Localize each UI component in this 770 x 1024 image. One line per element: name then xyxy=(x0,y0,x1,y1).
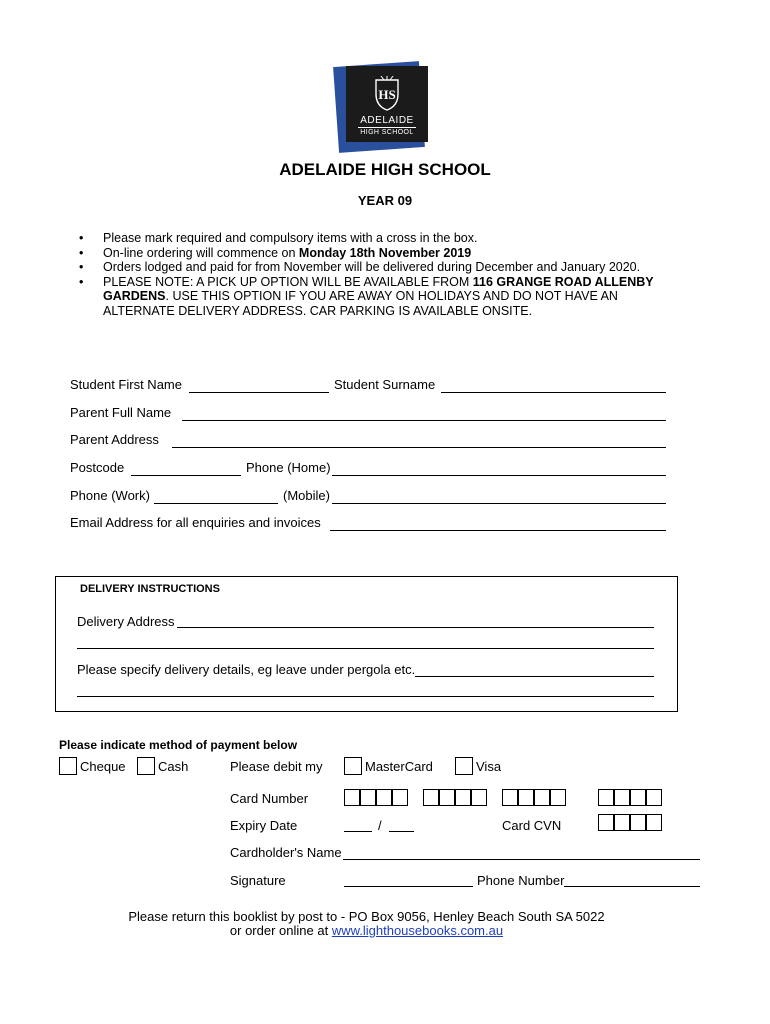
cardholder-label: Cardholder's Name xyxy=(230,845,342,860)
student-first-name-label: Student First Name xyxy=(70,377,182,392)
card-number-digit[interactable] xyxy=(392,789,408,806)
card-number-digit[interactable] xyxy=(455,789,471,806)
website-link[interactable]: www.lighthousebooks.com.au xyxy=(331,923,504,938)
card-number-digit[interactable] xyxy=(598,789,614,806)
cvn-digit[interactable] xyxy=(646,814,662,831)
delivery-details-label: Please specify delivery details, eg leave under pergola etc. xyxy=(77,662,416,677)
expiry-label: Expiry Date xyxy=(230,818,298,833)
parent-name-field[interactable] xyxy=(182,420,666,421)
card-number-digit[interactable] xyxy=(534,789,550,806)
delivery-details-field-2[interactable] xyxy=(77,696,654,697)
student-surname-label: Student Surname xyxy=(334,377,436,392)
signature-field[interactable] xyxy=(344,886,473,887)
delivery-address-field-2[interactable] xyxy=(77,648,654,649)
card-number-digit[interactable] xyxy=(471,789,487,806)
cash-label: Cash xyxy=(158,759,189,774)
phone-work-label: Phone (Work) xyxy=(70,488,150,503)
email-label: Email Address for all enquiries and invoices xyxy=(70,515,321,530)
phone-number-field[interactable] xyxy=(564,886,700,887)
cvn-label: Card CVN xyxy=(502,818,562,833)
card-number-digit[interactable] xyxy=(614,789,630,806)
list-item: • Please mark required and compulsory items with a cross in the box. xyxy=(103,231,683,246)
expiry-year-field[interactable] xyxy=(389,831,414,832)
parent-address-field[interactable] xyxy=(172,447,666,448)
mastercard-label: MasterCard xyxy=(365,759,433,774)
card-number-digit[interactable] xyxy=(376,789,392,806)
instructions-list xyxy=(78,231,683,319)
delivery-address-label: Delivery Address xyxy=(77,614,175,629)
svg-text:HS: HS xyxy=(378,87,396,102)
delivery-address-field[interactable] xyxy=(177,627,654,628)
delivery-heading: DELIVERY INSTRUCTIONS xyxy=(80,583,220,595)
card-number-digit[interactable] xyxy=(646,789,662,806)
postcode-field[interactable] xyxy=(131,475,241,476)
cvn-digit[interactable] xyxy=(630,814,646,831)
card-number-digit[interactable] xyxy=(360,789,376,806)
cvn-digit[interactable] xyxy=(598,814,614,831)
card-number-digit[interactable] xyxy=(502,789,518,806)
card-number-digit[interactable] xyxy=(439,789,455,806)
phone-work-field[interactable] xyxy=(154,503,278,504)
cardholder-field[interactable] xyxy=(343,859,700,860)
logo-divider xyxy=(358,127,416,128)
phone-home-field[interactable] xyxy=(332,475,666,476)
postcode-label: Postcode xyxy=(70,460,125,475)
card-number-digit[interactable] xyxy=(344,789,360,806)
year-level: YEAR 09 xyxy=(357,193,413,208)
mobile-label: (Mobile) xyxy=(283,488,330,503)
card-number-digit[interactable] xyxy=(518,789,534,806)
cash-checkbox[interactable] xyxy=(137,757,155,775)
student-surname-field[interactable] xyxy=(441,392,666,393)
footer-online: or order online at www.lighthousebooks.com.au xyxy=(229,923,504,938)
parent-address-label: Parent Address xyxy=(70,432,159,447)
student-first-name-field[interactable] xyxy=(189,392,329,393)
card-number-label: Card Number xyxy=(230,791,309,806)
list-item: • Orders lodged and paid for from November will be delivered during December and January 2020. xyxy=(103,260,683,275)
logo-name-line2: HIGH SCHOOL xyxy=(360,129,414,136)
list-item: • PLEASE NOTE: A PICK UP OPTION WILL BE AVAILABLE FROM 116 GRANGE ROAD ALLENBY GARDENS. USE THIS OPTION IF YOU ARE AWAY ON HOLIDAYS AND DO NOT HAVE AN ALTERNATE DELIVERY ADDRESS. CAR PARKING IS AVAILABLE ONSITE. xyxy=(103,275,683,319)
parent-name-label: Parent Full Name xyxy=(70,405,172,420)
card-number-digit[interactable] xyxy=(423,789,439,806)
cvn-digit[interactable] xyxy=(614,814,630,831)
payment-heading: Please indicate method of payment below xyxy=(59,738,298,752)
phone-number-label: Phone Number xyxy=(477,873,565,888)
cheque-label: Cheque xyxy=(80,759,126,774)
expiry-separator: / xyxy=(378,818,382,833)
logo-name-line1: ADELAIDE xyxy=(360,115,414,126)
footer-postal: Please return this booklist by post to - PO Box 9056, Henley Beach South SA 5022 xyxy=(128,909,605,924)
mastercard-checkbox[interactable] xyxy=(344,757,362,775)
signature-label: Signature xyxy=(230,873,286,888)
card-number-digit[interactable] xyxy=(630,789,646,806)
visa-label: Visa xyxy=(476,759,502,774)
card-number-digit[interactable] xyxy=(550,789,566,806)
phone-home-label: Phone (Home) xyxy=(246,460,331,475)
list-item: • On-line ordering will commence on Monday 18th November 2019 xyxy=(103,246,683,261)
mobile-field[interactable] xyxy=(332,503,666,504)
delivery-details-field[interactable] xyxy=(415,676,654,677)
delivery-instructions-box xyxy=(55,576,678,712)
visa-checkbox[interactable] xyxy=(455,757,473,775)
page-title: ADELAIDE HIGH SCHOOL xyxy=(279,160,491,179)
debit-label: Please debit my xyxy=(230,759,323,774)
school-crest-icon xyxy=(373,76,401,112)
expiry-month-field[interactable] xyxy=(344,831,372,832)
email-field[interactable] xyxy=(330,530,666,531)
cheque-checkbox[interactable] xyxy=(59,757,77,775)
